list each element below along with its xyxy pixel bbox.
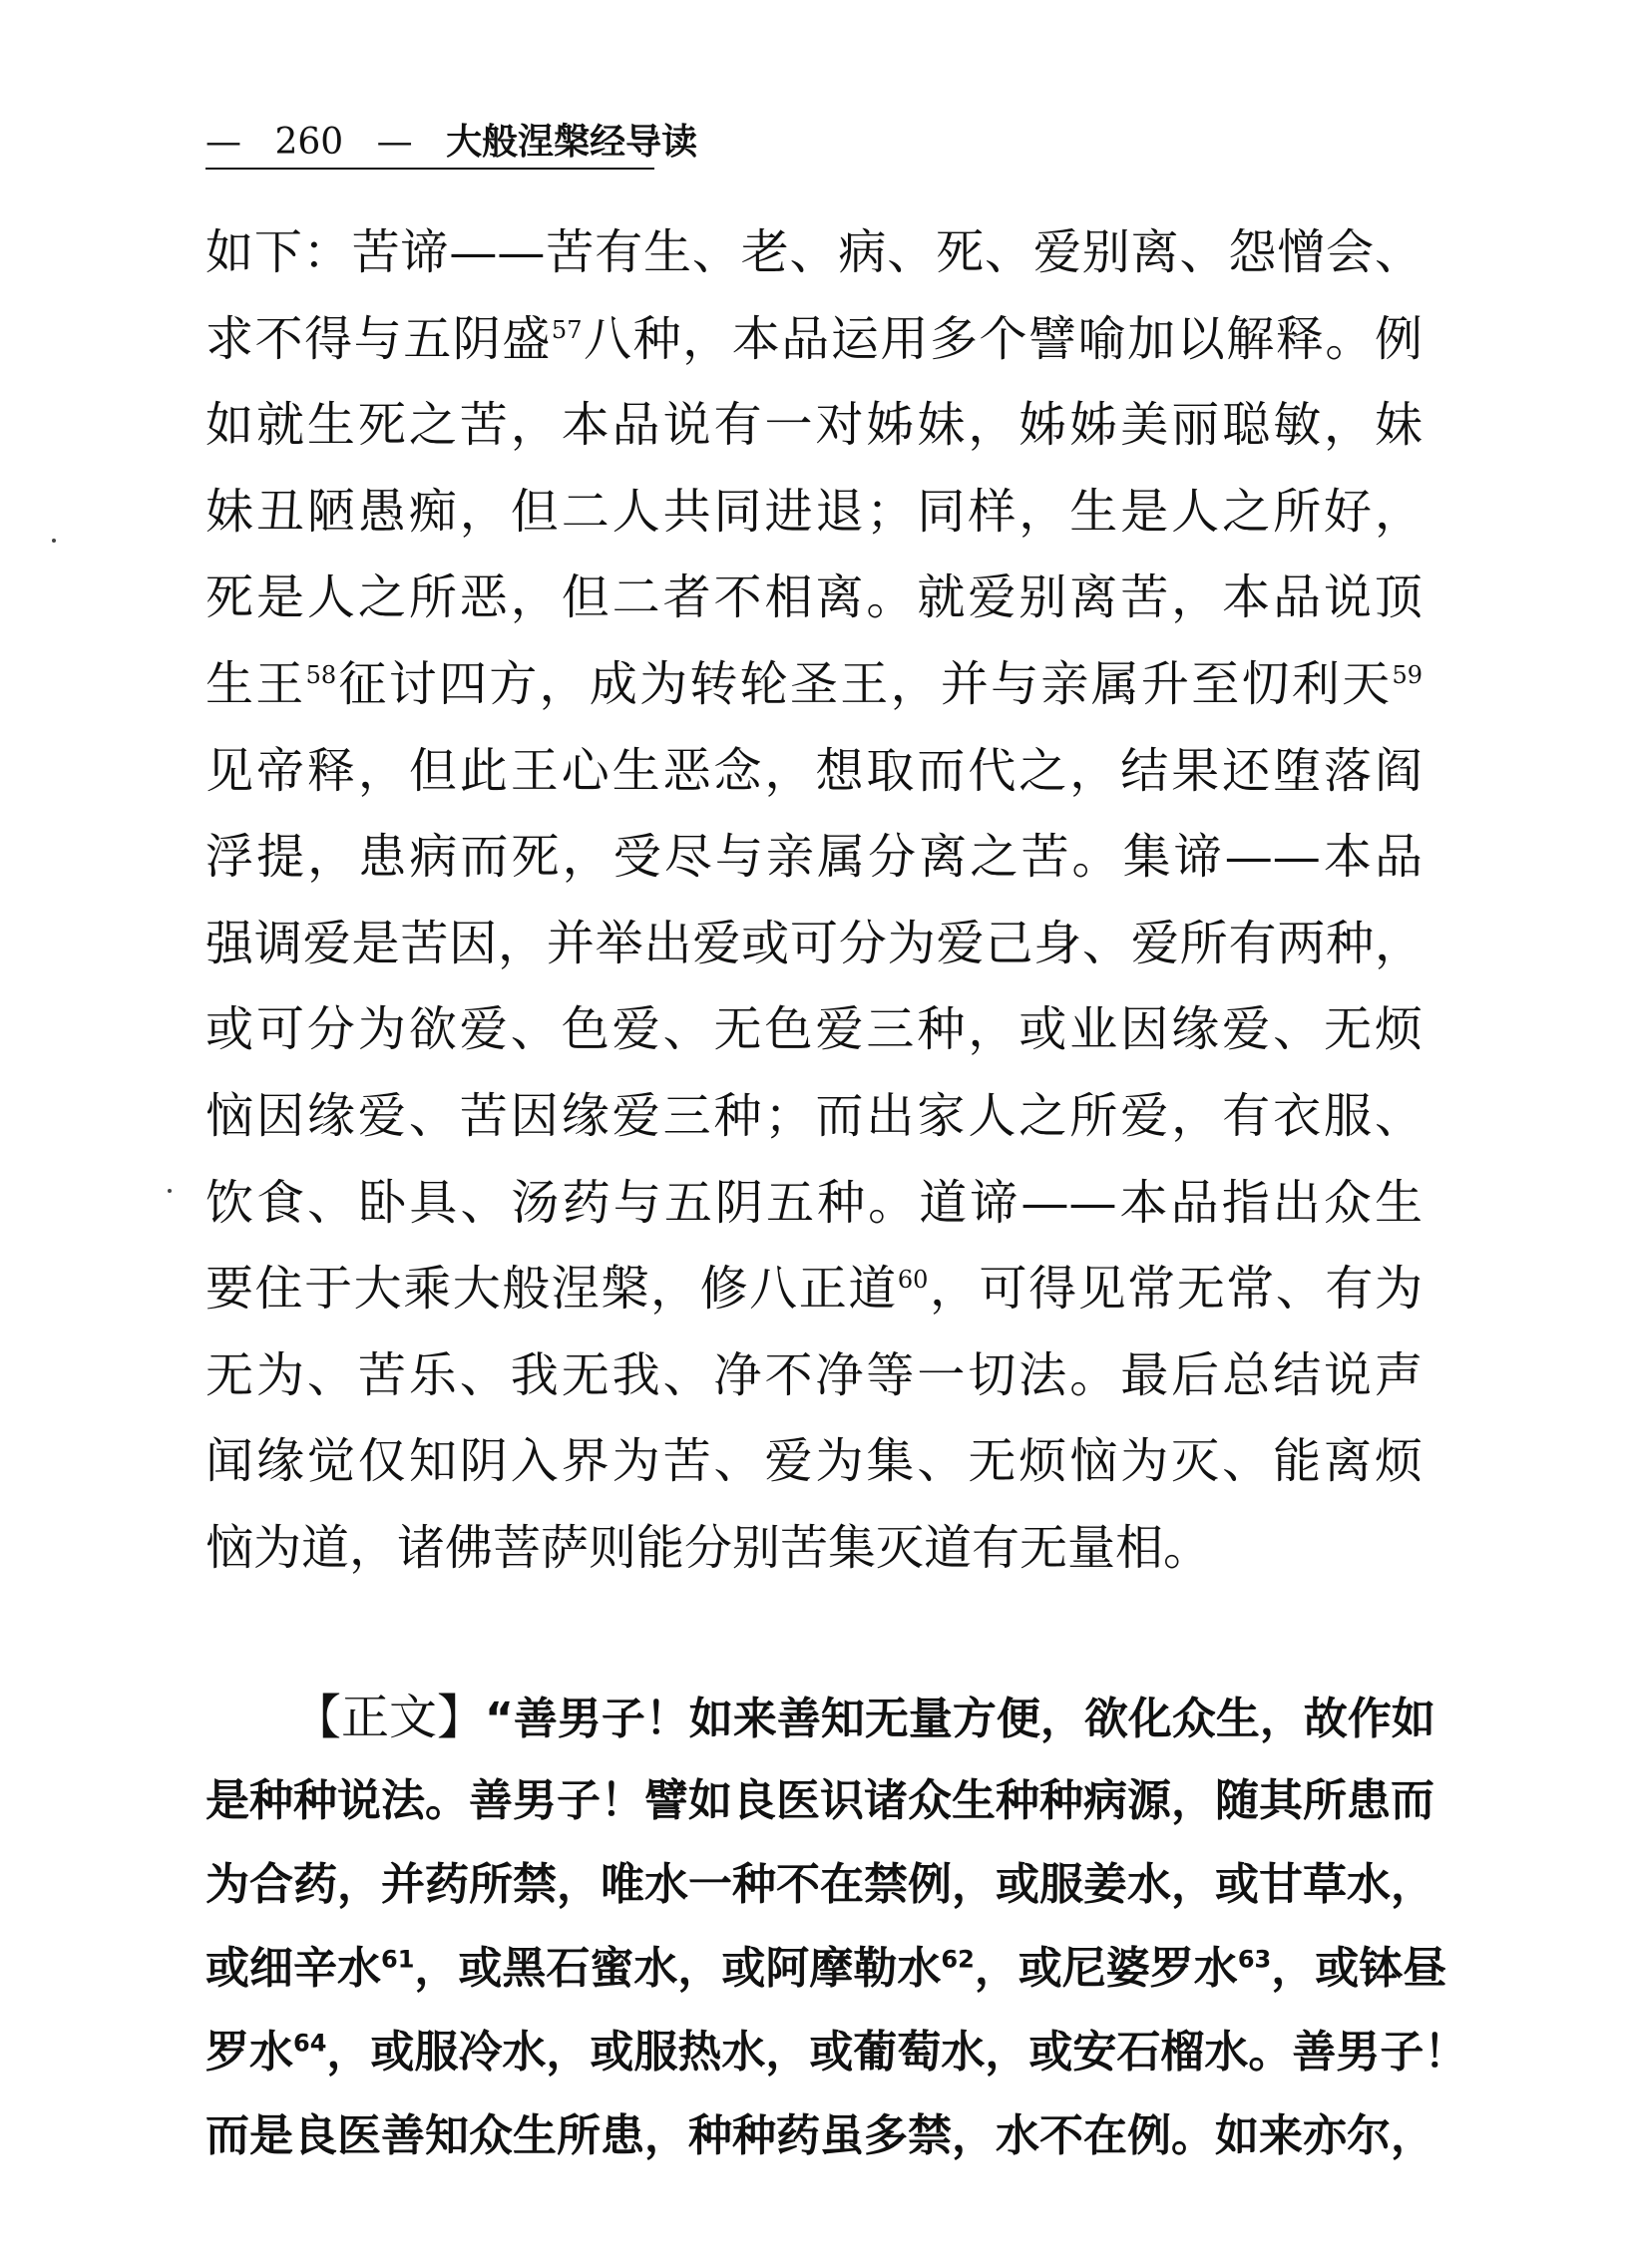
- commentary-body: [205, 209, 1423, 1592]
- body-line: 妹丑陋愚痴，但二人共同进退；同样，生是人之所好，: [205, 483, 1423, 540]
- book-title: 大般涅槃经导读: [446, 122, 698, 163]
- sutra-main-text: [205, 1676, 1468, 2178]
- sutra-line: 罗水$^{64}$，或服冷水，或服热水，或葡萄水，或安石榴水。善男子！: [205, 2027, 1468, 2078]
- footnote-marker: 64: [293, 2029, 327, 2058]
- footnote-marker: 63: [1237, 1945, 1272, 1974]
- body-line: 饮食、卧具、汤药与五阴五种。道谛——本品指出众生: [205, 1174, 1423, 1231]
- sutra-line: 【正文】“善男子！如来善知无量方便，欲化众生，故作如: [293, 1690, 1435, 1745]
- page-number: 260: [274, 122, 344, 163]
- footnote-marker: 58: [305, 660, 337, 689]
- sutra-line: 是种种说法。善男子！譬如良医识诸众生种种病源，随其所患而: [205, 1775, 1434, 1826]
- body-line: 要住于大乘大般涅槃，修八正道$^{60}$，可得见常无常、有为: [205, 1261, 1423, 1318]
- footnote-marker: 60: [897, 1266, 929, 1295]
- scan-speck: [52, 539, 56, 543]
- header-dash-left: —: [205, 122, 241, 163]
- body-line: 或可分为欲爱、色爱、无色爱三种，或业因缘爱、无烦: [205, 1001, 1423, 1058]
- footnote-marker: 61: [381, 1945, 415, 1974]
- body-line: 恼因缘爱、苦因缘爱三种；而出家人之所爱，有衣服、: [205, 1087, 1423, 1144]
- zhengwen-label: 【正文】: [293, 1690, 486, 1745]
- body-line-last: 恼为道，诸佛菩萨则能分别苦集灭道有无量相。: [205, 1519, 1212, 1576]
- body-line: 如就生死之苦，本品说有一对姊妹，姊姊美丽聪敏，妹: [205, 397, 1423, 454]
- body-line: 浮提，患病而死，受尽与亲属分离之苦。集谛——本品: [205, 829, 1423, 886]
- body-line: 如下：苦谛——苦有生、老、病、死、爱别离、怨憎会、: [205, 224, 1423, 280]
- body-line: 生王$^{58}$征讨四方，成为转轮圣王，并与亲属升至忉利天$^{59}$: [205, 655, 1423, 712]
- header-dash-right: —: [376, 122, 413, 163]
- footnote-marker: 57: [551, 315, 583, 344]
- body-line: 闻缘觉仅知阴入界为苦、爱为集、无烦恼为灭、能离烦: [205, 1433, 1423, 1490]
- body-line: 死是人之所恶，但二者不相离。就爱别离苦，本品说顶: [205, 569, 1423, 626]
- sutra-line: 而是良医善知众生所患，种种药虽多禁，水不在例。如来亦尔，: [205, 2110, 1434, 2161]
- running-header: [205, 118, 698, 170]
- scan-speck: [168, 1189, 172, 1193]
- body-line: 强调爱是苦因，并举出爱或可分为爱己身、爱所有两种，: [205, 915, 1423, 971]
- body-line: 见帝释，但此王心生恶念，想取而代之，结果还堕落阎: [205, 742, 1423, 799]
- body-line: 无为、苦乐、我无我、净不净等一切法。最后总结说声: [205, 1346, 1423, 1403]
- body-line: 求不得与五阴盛$^{57}$八种，本品运用多个譬喻加以解释。例: [205, 310, 1423, 367]
- sutra-line: 为合药，并药所禁，唯水一种不在禁例，或服姜水，或甘草水，: [205, 1859, 1434, 1910]
- footnote-marker: 62: [941, 1945, 975, 1974]
- sutra-line: 或细辛水$^{61}$，或黑石蜜水，或阿摩勒水$^{62}$，或尼婆罗水$^{63}$，或钵昼: [205, 1943, 1447, 1994]
- footnote-marker: 59: [1392, 660, 1423, 689]
